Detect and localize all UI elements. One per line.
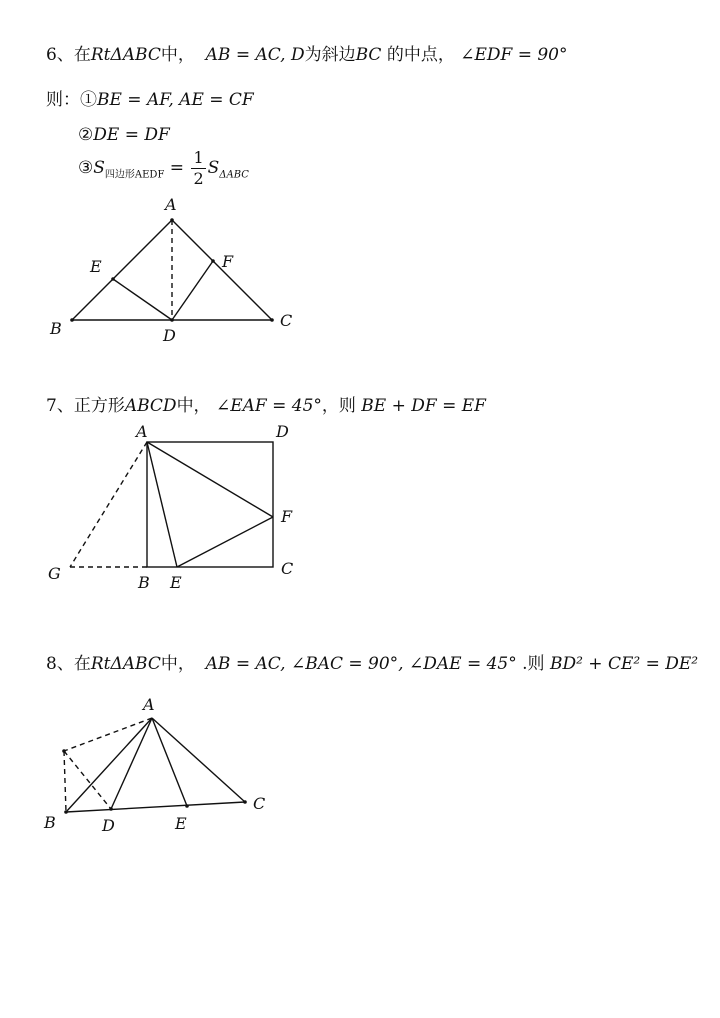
fig6-label-a: A <box>165 195 177 214</box>
fig8-point-e <box>185 804 189 808</box>
fig7-label-e: E <box>170 573 182 592</box>
problem6-condition2: 为斜边 <box>304 45 356 65</box>
fig8-point-aux <box>62 749 66 753</box>
fig8-side-ab <box>66 718 152 812</box>
fig8-point-d <box>109 807 113 811</box>
result3-subscript2: ΔABC <box>219 169 249 181</box>
fig8-dashed-aux-b <box>64 751 66 812</box>
problem8-mid: 中， <box>160 654 195 674</box>
fig7-label-g: G <box>48 564 61 583</box>
result3-marker: ③ <box>78 158 94 178</box>
problem7-then: ，则 <box>321 396 356 416</box>
fig7-dashed-ag <box>70 442 147 567</box>
result1-formula: BE = AF, AE = CF <box>97 90 254 110</box>
figure7 <box>70 442 273 567</box>
fig6-label-b: B <box>50 319 62 338</box>
problem8-condition: AB = AC, ∠BAC = 90°, ∠DAE = 45° <box>205 654 517 674</box>
result1-marker: ① <box>80 90 97 110</box>
fig6-point-a <box>170 218 174 222</box>
fig6-point-f <box>211 259 215 263</box>
fig7-segment-ef <box>177 517 273 567</box>
problem7-square: ABCD <box>124 396 177 416</box>
problem6-mid: 中， <box>160 45 195 65</box>
problem6-condition3: 的中点， <box>386 45 455 65</box>
fig8-label-c: C <box>253 794 266 813</box>
fig8-point-c <box>243 800 247 804</box>
problem6-condition1: AB = AC, D <box>205 45 305 65</box>
fig7-label-c: C <box>281 559 294 578</box>
fig7-label-d: D <box>276 422 289 441</box>
fig6-point-b <box>70 318 74 322</box>
result3-area: S <box>93 158 105 178</box>
problem7-result: BE + DF = EF <box>361 396 486 416</box>
fig6-label-f: F <box>222 252 234 271</box>
fig8-side-ac <box>152 718 245 802</box>
fig6-side-ab <box>72 220 172 320</box>
fig8-label-d: D <box>102 816 115 835</box>
problem8-then: .则 <box>516 654 550 674</box>
problem6-number: 6、在 <box>46 45 91 65</box>
result3-equals: = <box>164 158 190 178</box>
problem6-then: 则： <box>46 90 80 110</box>
fig7-label-f: F <box>281 507 293 526</box>
fraction-denominator: 2 <box>193 169 204 188</box>
figure6 <box>72 220 272 320</box>
problem8-result: BD² + CE² = DE² <box>549 654 699 674</box>
fig8-segment-ae <box>152 718 187 806</box>
problem7-angle: ∠EAF = 45° <box>215 396 322 416</box>
fig8-label-b: B <box>44 813 56 832</box>
result3-subscript: 四边形AEDF <box>104 169 165 181</box>
fig6-label-e: E <box>90 257 102 276</box>
fig6-point-d <box>170 318 174 322</box>
problem8-triangle: RtΔABC <box>90 654 161 674</box>
fig6-segment-df <box>172 261 213 320</box>
fig7-square <box>147 442 273 567</box>
problem8-number: 8、在 <box>46 654 91 674</box>
problem6-bc: BC <box>355 45 382 65</box>
fig7-label-a: A <box>136 422 148 441</box>
fig7-label-b: B <box>138 573 150 592</box>
fig8-dashed-aux-d <box>64 751 111 809</box>
result3-area2: S <box>207 158 220 178</box>
problem7-number: 7、正方形 <box>46 396 125 416</box>
fig7-segment-af <box>147 442 273 517</box>
fraction-numerator: 1 <box>193 148 204 167</box>
problem6-triangle: RtΔABC <box>90 45 161 65</box>
problem6-angle: ∠EDF = 90° <box>460 45 568 65</box>
fig6-point-c <box>270 318 274 322</box>
fig8-label-e: E <box>175 814 187 833</box>
figure8 <box>64 718 245 812</box>
fig6-label-d: D <box>163 326 176 345</box>
result2-formula: DE = DF <box>93 125 170 145</box>
fig6-segment-ed <box>113 279 172 320</box>
fig8-point-b <box>64 810 68 814</box>
problem7-mid: 中， <box>176 396 211 416</box>
fig8-label-a: A <box>143 695 155 714</box>
fig6-point-e <box>111 277 115 281</box>
point-dots <box>62 218 274 814</box>
result2-marker: ② <box>78 125 94 145</box>
fig8-side-bc <box>66 802 245 812</box>
fig7-segment-ae <box>147 442 177 567</box>
fig6-label-c: C <box>280 311 293 330</box>
